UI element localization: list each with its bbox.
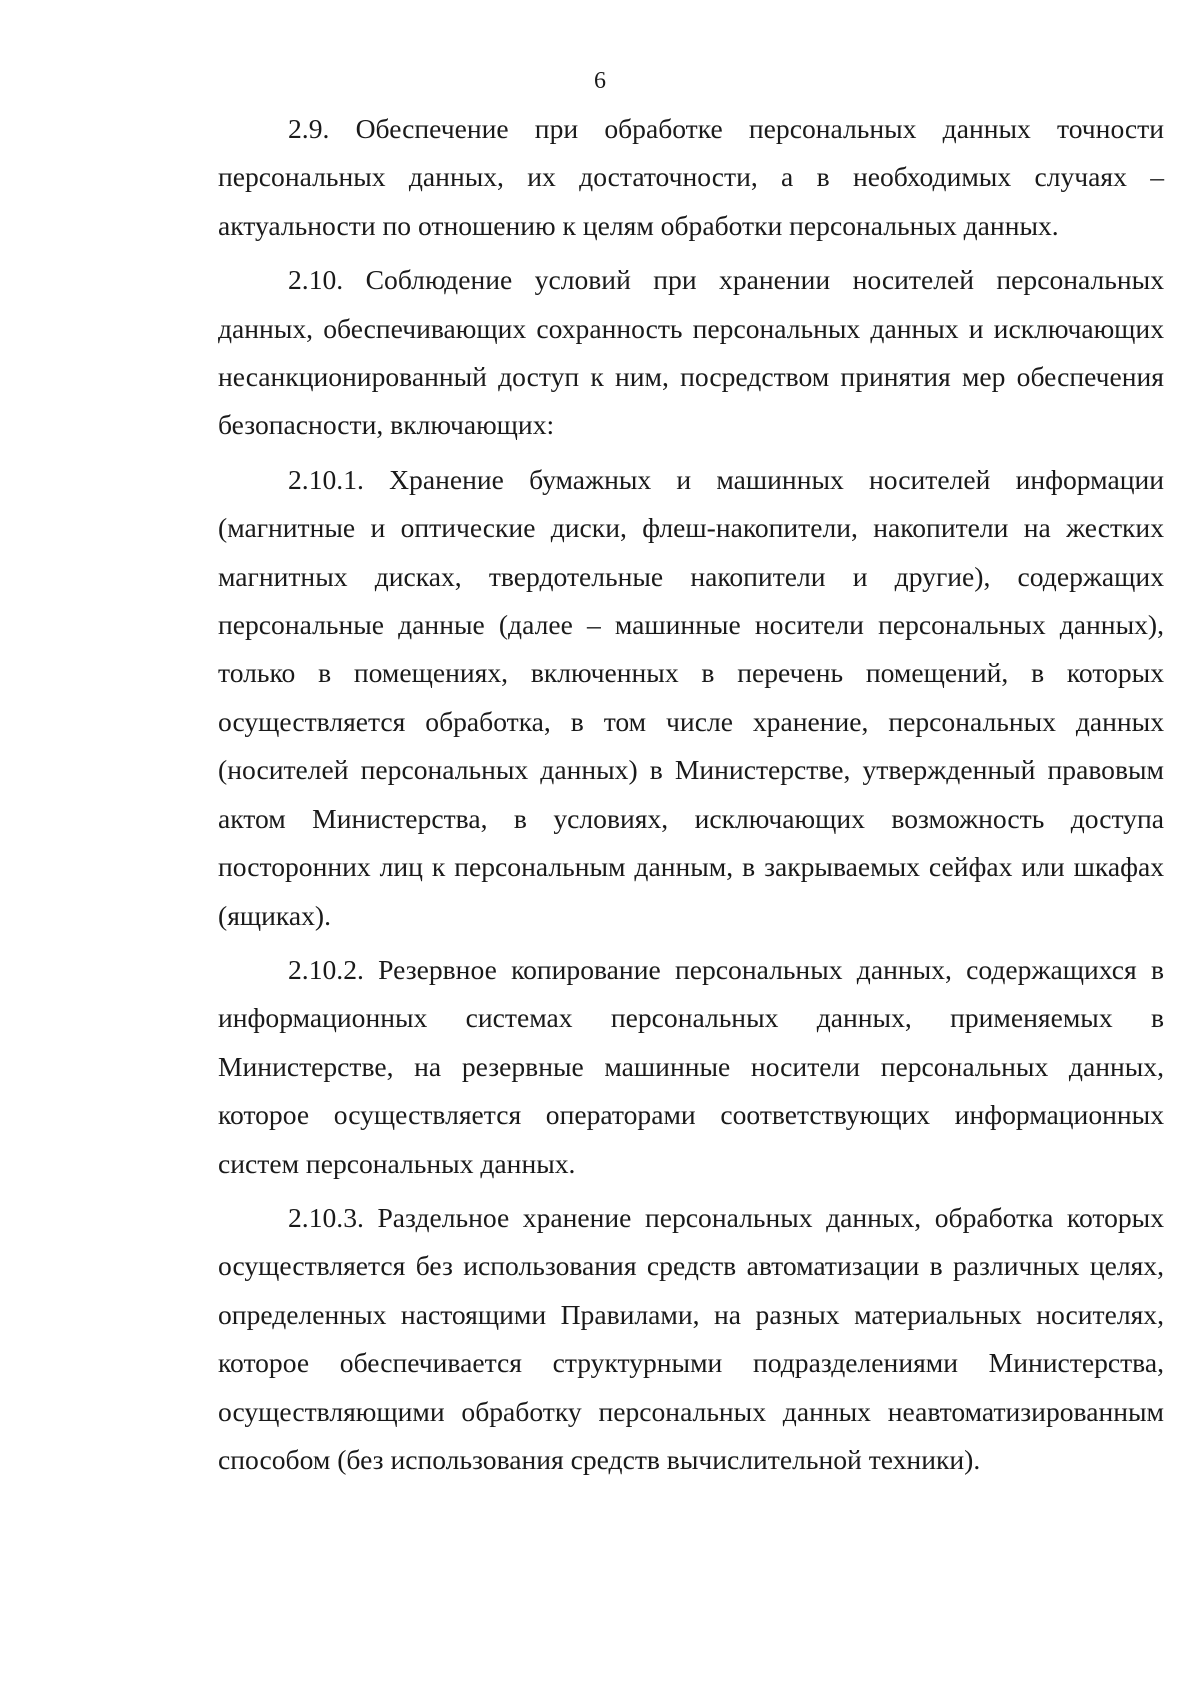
paragraph-2-10-2: 2.10.2. Резервное копирование персональных данных, содержащихся в информационных системах персональных данных, применяемых в Министерстве, на резервные машинные носители персональных данных, которое осуществляется операторами соответствующих информационных систем персональных данных.	[218, 953, 1164, 1179]
paragraph-2-10-3: 2.10.3. Раздельное хранение персональных данных, обработка которых осуществляется без использования средств автоматизации в различных целях, определенных настоящими Правилами, на разных материальных носителях, которое обеспечивается структурными подразделениями Министерства, осуществляющими обработку персональных данных неавтоматизированным способом (без использования средств вычислительной техники).	[218, 1201, 1164, 1475]
paragraph-2-9: 2.9. Обеспечение при обработке персональных данных точности персональных данных, их достаточности, а в необходимых случаях – актуальности по отношению к целям обработки персональных данных.	[218, 113, 1164, 241]
document-body	[218, 105, 1164, 1490]
page-number: 6	[594, 68, 606, 94]
paragraph-2-10-1: 2.10.1. Хранение бумажных и машинных носителей информации (магнитные и оптические диски, флеш-накопители, накопители на жестких магнитных дисках, твердотельные накопители и другие), содержащих персональные данные (далее – машинные носители персональных данных), только в помещениях, включенных в перечень помещений, в которых осуществляется обработка, в том числе хранение, персональных данных (носителей персональных данных) в Министерстве, утвержденный правовым актом Министерства, в условиях, исключающих возможность доступа посторонних лиц к персональным данным, в закрываемых сейфах или шкафах (ящиках).	[218, 463, 1164, 931]
paragraph-2-10: 2.10. Соблюдение условий при хранении носителей персональных данных, обеспечивающих сохранность персональных данных и исключающих несанкционированный доступ к ним, посредством принятия мер обеспечения безопасности, включающих:	[218, 264, 1164, 441]
